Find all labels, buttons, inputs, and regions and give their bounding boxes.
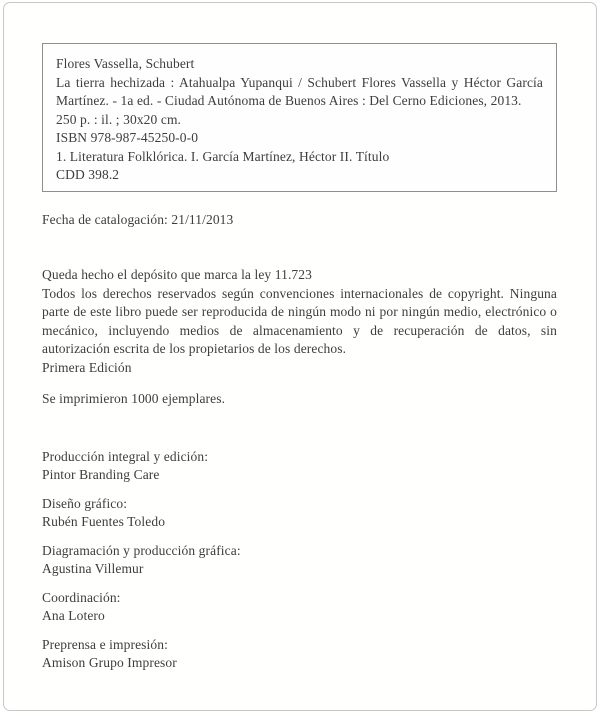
author-line: Flores Vassella, Schubert [56,56,195,71]
credit-group-prepress-printing [42,636,557,673]
rights-paragraph: Todos los derechos reservados según convenciones internacionales de copyright. Ninguna parte de este libro puede ser reproducida de ningún modo ni por ningún medio, electrónico o mecánico, incluyendo medios de almacenamiento y de recuperación de datos, sin autorización escrita de los propietarios de los derechos. [42,285,557,356]
credit-label: Coordinación: [42,589,121,605]
deposit-line: Queda hecho el depósito que marca la ley 11.723 [42,267,312,282]
credit-label: Diseño gráfico: [42,495,128,511]
credit-label: Preprensa e impresión: [42,636,168,652]
credit-value: Rubén Fuentes Toledo [42,514,166,529]
credit-value: Ana Lotero [42,608,105,623]
edition-line: Primera Edición [42,359,132,375]
credit-group-graphic-design [42,495,557,532]
print-run-line: Se imprimieron 1000 ejemplares. [42,391,226,406]
subject-tracing: 1. Literatura Folklórica. I. García Martínez, Héctor II. Título [56,148,390,164]
credit-group-layout [42,542,557,579]
credit-value: Pintor Branding Care [42,467,160,482]
credit-label: Diagramación y producción gráfica: [42,542,241,558]
legal-block [42,266,557,377]
credit-group-coordination [42,589,557,626]
cdd-line: CDD 398.2 [56,167,120,182]
credit-value: Amison Grupo Impresor [42,655,177,670]
cataloging-date-line: Fecha de catalogación: 21/11/2013 [42,211,234,227]
title-statement: La tierra hechizada : Atahualpa Yupanqui / Schubert Flores Vassella y Héctor García Martínez. - 1a ed. - Ciudad Autónoma de Buenos Aires : Del Cerno Ediciones, 2013. [56,74,543,108]
physical-description: 250 p. : il. ; 30x20 cm. [56,111,182,127]
credit-group-production [42,448,557,485]
isbn-line: ISBN 978-987-45250-0-0 [56,130,199,145]
credit-value: Agustina Villemur [42,561,144,576]
credits-section [42,448,557,673]
credit-label: Producción integral y edición: [42,448,209,464]
catalog-card [42,43,557,192]
colophon-page [42,43,557,683]
